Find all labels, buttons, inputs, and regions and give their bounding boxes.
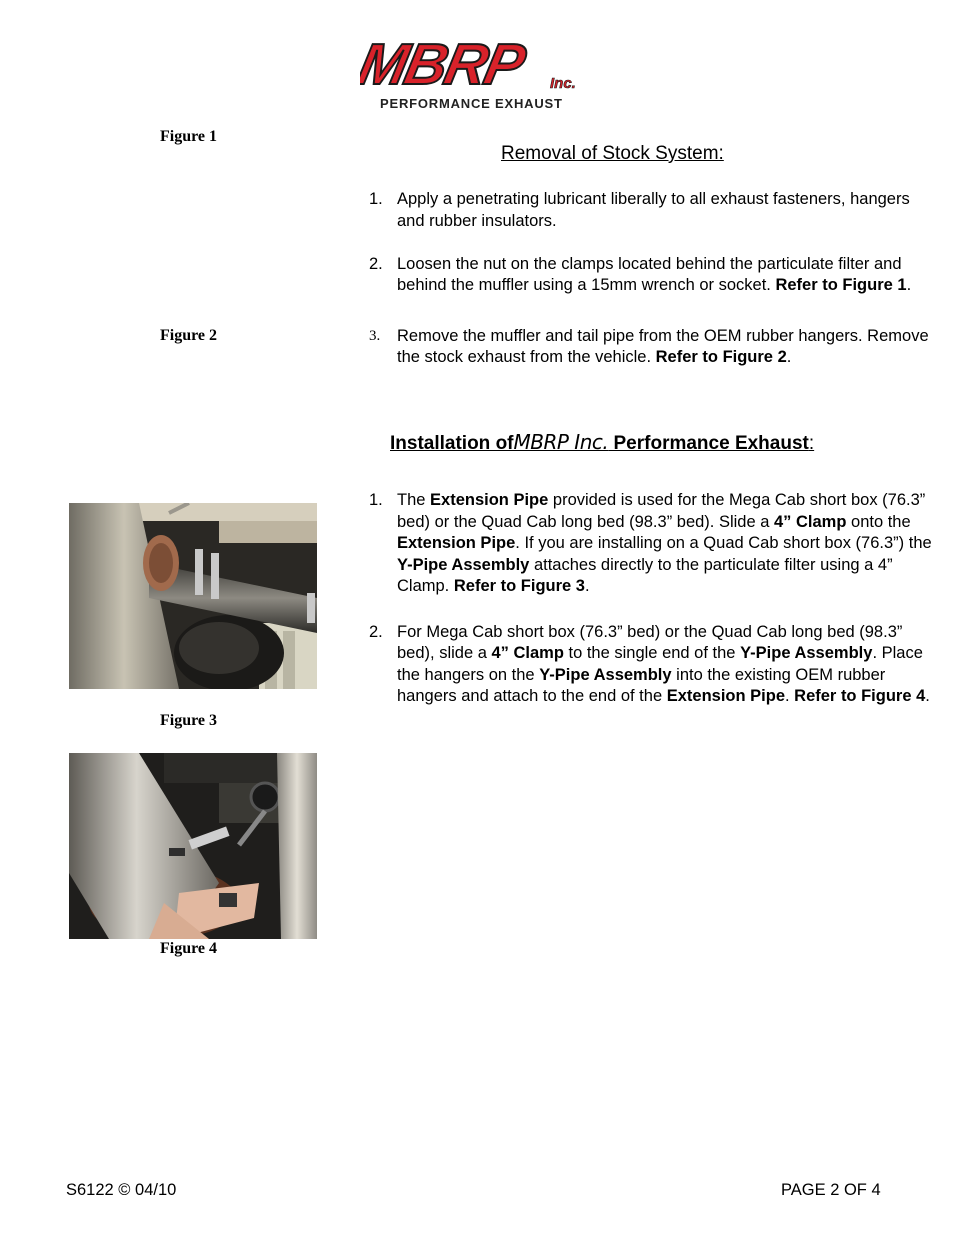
step-number: 2. — [369, 622, 383, 641]
figure-4-label: Figure 4 — [160, 940, 218, 957]
step-text: . — [584, 577, 590, 595]
figure-1-label: Figure 1 — [160, 128, 218, 145]
step-number: 2. — [369, 254, 383, 273]
step-text: . — [785, 687, 795, 705]
step-text-bold: Refer to Figure 1 — [775, 276, 907, 294]
footer-page-number: PAGE 2 OF 4 — [781, 1181, 881, 1199]
install-heading-post: Performance Exhaust — [608, 433, 809, 454]
step-text-bold: Y-Pipe Assembly — [397, 555, 530, 574]
removal-step — [366, 326, 938, 369]
step-text-bold: Extension Pipe — [430, 491, 549, 509]
footer-doc-code: S6122 © 04/10 — [66, 1181, 177, 1199]
step-number: 1. — [369, 491, 383, 509]
step-text: Remove the muffler and tail pipe from the OEM rubber hangers. Remove the stock exhaust from the vehicle. — [397, 326, 929, 366]
step-text-bold: Y-Pipe Assembly — [539, 665, 672, 684]
figure-4-photo — [69, 753, 317, 939]
svg-text:PERFORMANCE EXHAUST: PERFORMANCE EXHAUST — [380, 96, 563, 111]
step-text: . — [925, 687, 930, 705]
step-text-bold: Extension Pipe — [666, 687, 785, 705]
install-step — [366, 490, 938, 598]
step-text-bold: 4” Clamp — [774, 512, 847, 531]
figure-3-photo — [69, 503, 317, 689]
step-text-bold: Refer to Figure 2 — [655, 348, 787, 366]
step-text: For Mega Cab short box (76.3” bed) or the Quad Cab long bed (98.3” bed), slide a — [397, 622, 903, 662]
figure-3-label: Figure 3 — [160, 712, 218, 729]
step-text: . If you are installing on a Quad Cab short box (76.3”) the — [515, 534, 932, 552]
step-text-bold: Refer to Figure 3 — [453, 577, 585, 595]
removal-step — [366, 254, 938, 297]
removal-step — [366, 189, 938, 232]
step-number: 3. — [369, 327, 381, 344]
install-heading-pre: Installation of — [390, 433, 514, 454]
step-text: Loosen the nut on the clamps located behind the particulate filter and behind the muffler using a 15mm wrench or socket. — [397, 254, 902, 294]
step-text: . — [906, 276, 912, 294]
svg-text:MBRP: MBRP — [360, 34, 530, 97]
install-steps — [366, 490, 938, 708]
step-number: 1. — [369, 190, 383, 208]
svg-text:Inc.: Inc. — [550, 75, 576, 92]
step-text: . — [786, 348, 792, 366]
removal-heading-text: Removal of Stock System — [501, 143, 719, 164]
step-text-bold: 4” Clamp — [491, 644, 564, 662]
removal-heading — [501, 143, 724, 165]
step-text: attaches directly to the particulate filter using a 4” Clamp. — [397, 555, 893, 595]
step-text-bold: Y-Pipe Assembly — [740, 644, 873, 662]
install-heading — [390, 430, 814, 455]
figure-2-label: Figure 2 — [160, 327, 218, 344]
step-text: to the single end of the — [563, 644, 741, 662]
step-text: into the existing OEM rubber hangers and attach to the end of the — [397, 665, 886, 705]
install-step — [366, 622, 938, 708]
install-heading-brand: MBRP Inc. — [513, 430, 609, 454]
step-text: . Place the hangers on the — [397, 644, 923, 684]
removal-steps — [366, 189, 938, 369]
step-text: The — [397, 491, 431, 509]
step-text-bold: Extension Pipe — [397, 534, 516, 552]
step-text: provided is used for the Mega Cab short box (76.3” bed) or the Quad Cab long bed (98.3” bed). Slide a — [397, 491, 926, 531]
mbrp-logo — [360, 34, 612, 114]
removal-heading-colon: : — [718, 143, 724, 164]
step-text: Apply a penetrating lubricant liberally to all exhaust fasteners, hangers and rubber insulators. — [397, 190, 910, 230]
step-text: onto the — [846, 512, 911, 531]
install-heading-colon: : — [808, 433, 815, 454]
step-text-bold: Refer to Figure 4 — [794, 687, 926, 705]
